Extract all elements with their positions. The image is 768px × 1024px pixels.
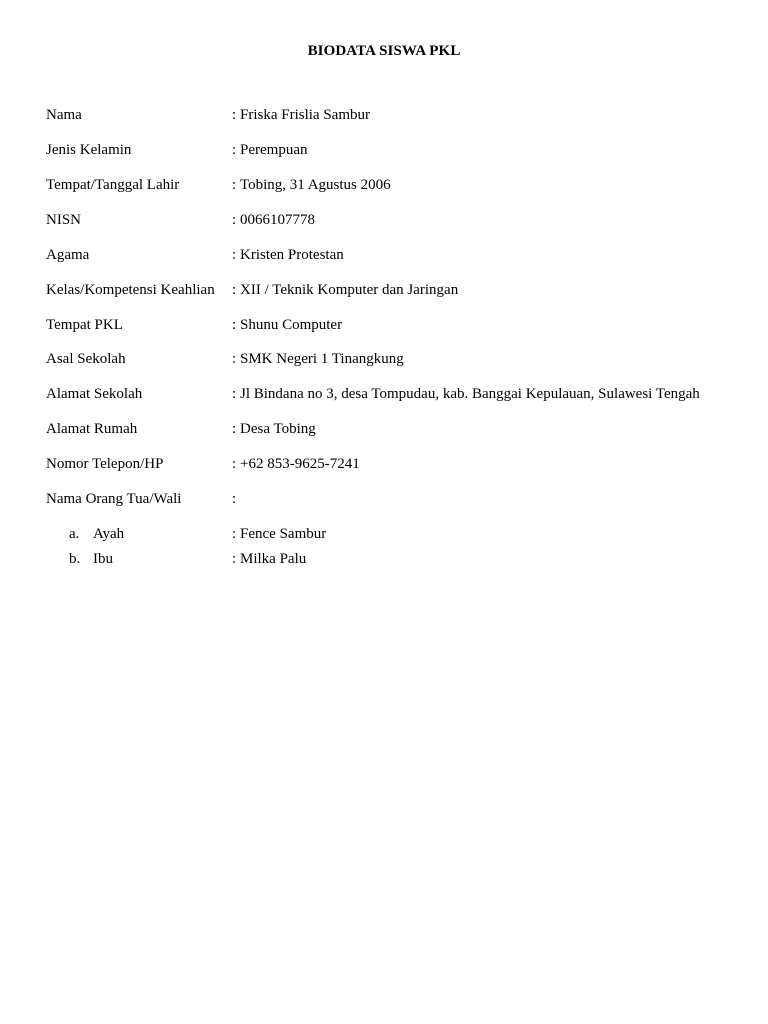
field-label: Alamat Rumah (46, 421, 138, 437)
parent-row-ayah (46, 524, 746, 544)
field-colon: : (232, 551, 237, 567)
field-value: Perempuan (240, 142, 308, 158)
field-colon: : (232, 421, 237, 437)
field-label: Asal Sekolah (46, 351, 126, 367)
parent-label: Ibu (93, 551, 113, 567)
field-colon: : (232, 351, 237, 367)
field-row-nama-orang-tua (46, 489, 746, 509)
field-value: 0066107778 (240, 212, 315, 228)
field-row-tempat-pkl (46, 315, 746, 335)
field-label: Kelas/Kompetensi Keahlian (46, 282, 215, 298)
field-colon: : (232, 107, 237, 123)
field-colon: : (232, 526, 237, 542)
parent-value: Milka Palu (240, 551, 307, 567)
field-label: NISN (46, 212, 82, 228)
document-title: BIODATA SISWA PKL (307, 43, 461, 59)
parent-value: Fence Sambur (240, 526, 327, 542)
field-value: SMK Negeri 1 Tinangkung (240, 351, 404, 367)
field-colon: : (232, 317, 237, 333)
field-label: Alamat Sekolah (46, 386, 143, 402)
field-row-nisn (46, 210, 746, 230)
field-row-agama (46, 245, 746, 265)
field-label: Nama Orang Tua/Wali (46, 491, 182, 507)
list-marker: b. (69, 551, 81, 567)
field-label: Nomor Telepon/HP (46, 456, 164, 472)
field-label: Tempat PKL (46, 317, 123, 333)
field-value: Shunu Computer (240, 317, 343, 333)
field-value: Jl Bindana no 3, desa Tompudau, kab. Banggai Kepulauan, Sulawesi Tengah (240, 386, 700, 402)
field-label: Agama (46, 247, 90, 263)
field-value: XII / Teknik Komputer dan Jaringan (240, 282, 459, 298)
field-value: Friska Frislia Sambur (240, 107, 370, 123)
field-colon: : (232, 177, 237, 193)
field-label: Jenis Kelamin (46, 142, 132, 158)
field-label: Nama (46, 107, 82, 123)
field-row-nama (46, 105, 746, 125)
list-marker: a. (69, 526, 80, 542)
field-label: Tempat/Tanggal Lahir (46, 177, 180, 193)
field-row-asal-sekolah (46, 349, 746, 369)
field-value: Kristen Protestan (240, 247, 344, 263)
field-row-tempat-tanggal-lahir (46, 175, 746, 195)
field-colon: : (232, 386, 237, 402)
field-value: Tobing, 31 Agustus 2006 (240, 177, 391, 193)
field-row-nomor-telepon (46, 454, 746, 474)
parent-row-ibu (46, 549, 746, 569)
field-colon: : (232, 212, 237, 228)
field-row-kelas-kompetensi (46, 280, 746, 300)
field-colon: : (232, 142, 237, 158)
field-row-alamat-sekolah (46, 384, 746, 404)
field-colon: : (232, 282, 237, 298)
field-colon: : (232, 456, 237, 472)
field-colon: : (232, 491, 237, 507)
field-value: Desa Tobing (240, 421, 316, 437)
field-value: +62 853-9625-7241 (240, 456, 360, 472)
parent-label: Ayah (93, 526, 125, 542)
field-row-alamat-rumah (46, 419, 746, 439)
field-colon: : (232, 247, 237, 263)
field-row-jenis-kelamin (46, 140, 746, 160)
